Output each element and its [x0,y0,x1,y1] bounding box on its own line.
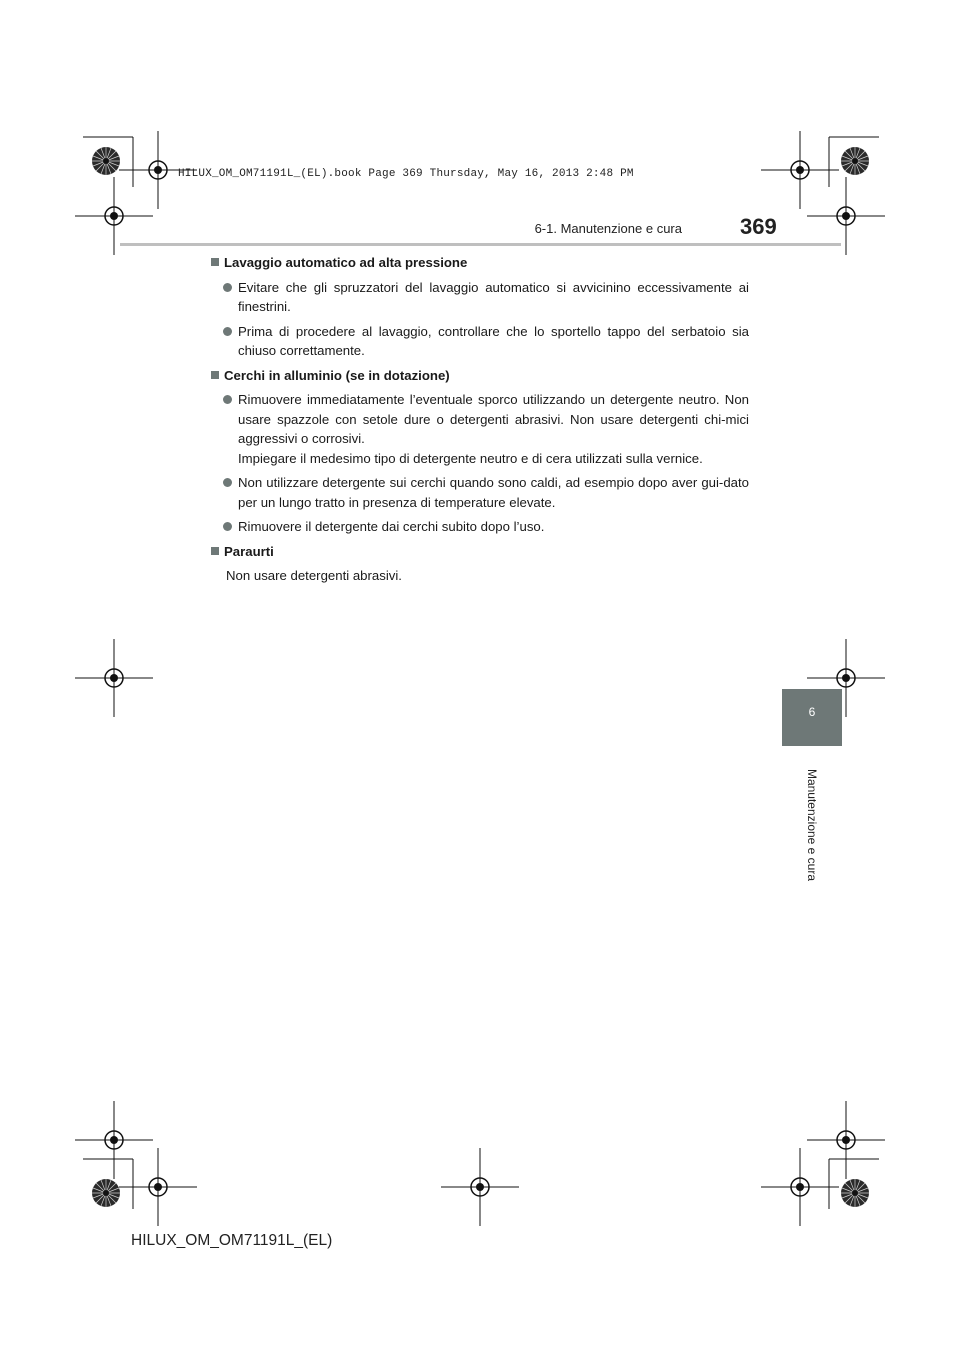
circle-bullet-icon [223,283,232,292]
header-rule [120,243,841,246]
list-item: Prima di procedere al lavaggio, controllare che lo sportello tappo del serbatoio sia chiuso correttamente. [211,322,749,361]
circle-bullet-icon [223,478,232,487]
square-bullet-icon [211,547,219,555]
page-content [211,253,749,591]
paragraph: Non usare detergenti abrasivi. [226,568,402,583]
list-item: Non utilizzare detergente sui cerchi quando sono caldi, ad esempio dopo aver gui-dato per un lungo tratto in presenza di temperature elevate. [211,473,749,512]
file-stamp: HILUX_OM_OM71191L_(EL).book Page 369 Thursday, May 16, 2013 2:48 PM [178,168,634,180]
chapter-number: 6 [808,705,816,719]
page-number: 369 [740,214,777,239]
section-heading: Cerchi in alluminio (se in dotazione) [211,366,749,386]
section-heading: Paraurti [211,542,749,562]
square-bullet-icon [211,258,219,266]
list-item: Rimuovere il detergente dai cerchi subito dopo l’uso. [211,517,749,537]
section-heading: Lavaggio automatico ad alta pressione [211,253,749,273]
chapter-title: Manutenzione e cura [805,768,819,882]
list-item: Rimuovere immediatamente l’eventuale sporco utilizzando un detergente neutro. Non usare spazzole con setole dure o detergenti abrasivi. Non usare detergenti chi-mici aggressivi o corrosivi. Impiegare il medesimo tipo di detergente neutro e di cera utilizzati sulla vernice. [211,390,749,468]
square-bullet-icon [211,371,219,379]
chapter-tab [782,689,842,746]
circle-bullet-icon [223,327,232,336]
document-code: HILUX_OM_OM71191L_(EL) [131,1232,333,1249]
list-item: Evitare che gli spruzzatori del lavaggio automatico si avvicinino eccessivamente ai finestrini. [211,278,749,317]
circle-bullet-icon [223,522,232,531]
circle-bullet-icon [223,395,232,404]
section-title: 6-1. Manutenzione e cura [534,221,682,236]
